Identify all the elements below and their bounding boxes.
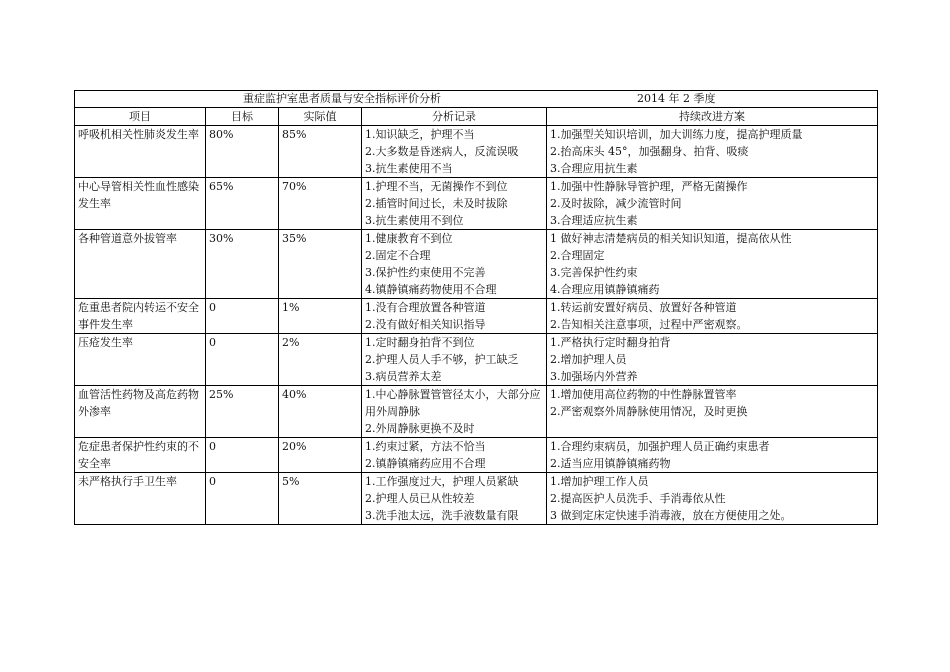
table-header-row [75,108,878,126]
header-item: 项目 [75,108,206,126]
cell-actual: 1% [279,299,362,334]
cell-improvement [547,386,878,438]
analysis-line: 2.镇静镇痛药应用不合理 [365,457,486,470]
cell-item: 危症患者保护性约束的不安全率 [75,438,206,473]
analysis-line: 1.工作强度过大，护理人员紧缺 [365,475,519,488]
improvement-line: 2.告知相关注意事项，过程中严密观察。 [550,318,748,331]
cell-target: 0 [206,334,279,386]
analysis-line: 1.没有合理放置各种管道 [365,301,486,314]
cell-target: 0 [206,438,279,473]
improvement-line: 3 做到定床定快速手消毒液，放在方便使用之处。 [550,509,792,522]
improvement-line: 1.合理约束病员，加强护理人员正确约束患者 [550,440,770,453]
analysis-line: 3.保护性约束使用不完善 [365,266,486,279]
cell-item: 各种管道意外拔管率 [75,230,206,299]
report-quarter: 2014 年 2 季度 [637,92,716,105]
analysis-line: 3.洗手池太远，洗手液数量有限 [365,509,519,522]
cell-item: 压疮发生率 [75,334,206,386]
improvement-line: 1.严格执行定时翻身拍背 [550,336,671,349]
analysis-line: 2.大多数是昏迷病人，反流误吸 [365,145,519,158]
analysis-line: 2.插管时间过长，未及时拔除 [365,197,508,210]
improvement-line: 1.转运前安置好病员、放置好各种管道 [550,301,737,314]
table-row [75,230,878,299]
analysis-line: 3.抗生素使用不到位 [365,214,464,227]
cell-target: 80% [206,126,279,178]
cell-analysis [362,299,547,334]
table-row [75,126,878,178]
cell-actual: 2% [279,334,362,386]
improvement-line: 1.增加护理工作人员 [550,475,649,488]
cell-improvement [547,230,878,299]
cell-analysis [362,438,547,473]
cell-improvement [547,178,878,230]
quality-indicator-table [74,90,878,525]
cell-analysis [362,178,547,230]
cell-target: 0 [206,473,279,525]
cell-improvement [547,473,878,525]
cell-item: 呼吸机相关性肺炎发生率 [75,126,206,178]
cell-actual: 40% [279,386,362,438]
improvement-line: 3.加强场内外营养 [550,370,638,383]
cell-analysis [362,126,547,178]
cell-item: 危重患者院内转运不安全事件发生率 [75,299,206,334]
cell-item: 未严格执行手卫生率 [75,473,206,525]
cell-actual: 35% [279,230,362,299]
cell-improvement [547,126,878,178]
header-analysis: 分析记录 [362,108,547,126]
analysis-line: 2.没有做好相关知识指导 [365,318,486,331]
improvement-line: 2.适当应用镇静镇痛药物 [550,457,671,470]
cell-actual: 70% [279,178,362,230]
improvement-line: 1 做好神志清楚病员的相关知识知道，提高依从性 [550,232,792,245]
cell-analysis [362,473,547,525]
improvement-line: 2.严密观察外周静脉使用情况，及时更换 [550,405,748,418]
analysis-line: 1.约束过紧，方法不恰当 [365,440,486,453]
title-cell [75,91,878,108]
analysis-line: 1.中心静脉置管管径太小，大部分应用外周静脉 [365,388,541,418]
analysis-line: 2.护理人员人手不够，护工缺乏 [365,353,519,366]
cell-actual: 20% [279,438,362,473]
improvement-line: 2.增加护理人员 [550,353,627,366]
cell-target: 25% [206,386,279,438]
header-improvement: 持续改进方案 [547,108,878,126]
cell-improvement [547,299,878,334]
improvement-line: 2.抬高床头 45°，加强翻身、拍背、吸痰 [550,145,749,158]
cell-improvement [547,438,878,473]
improvement-line: 3.合理应用抗生素 [550,162,638,175]
improvement-line: 2.及时拔除，减少流管时间 [550,197,682,210]
improvement-line: 1.加强中性静脉导管护理，严格无菌操作 [550,180,748,193]
table-row [75,299,878,334]
table-title-row [75,91,878,108]
improvement-line: 3.完善保护性约束 [550,266,638,279]
analysis-line: 2.固定不合理 [365,249,431,262]
cell-target: 30% [206,230,279,299]
analysis-line: 1.知识缺乏，护理不当 [365,128,475,141]
table-title: 重症监护室患者质量与安全指标评价分析 [243,92,441,105]
cell-actual: 85% [279,126,362,178]
improvement-line: 1.加强型关知识培训，加大训练力度，提高护理质量 [550,128,803,141]
analysis-line: 3.抗生素使用不当 [365,162,453,175]
cell-target: 0 [206,299,279,334]
cell-analysis [362,334,547,386]
table-row [75,473,878,525]
analysis-line: 3.病员营养太差 [365,370,442,383]
table-row [75,386,878,438]
analysis-line: 1.护理不当，无菌操作不到位 [365,180,508,193]
analysis-line: 2.护理人员已从性较差 [365,492,475,505]
analysis-line: 1.健康教育不到位 [365,232,453,245]
cell-analysis [362,230,547,299]
cell-improvement [547,334,878,386]
analysis-line: 2.外周静脉更换不及时 [365,422,475,435]
analysis-line: 4.镇静镇痛药物使用不合理 [365,283,497,296]
cell-item: 中心导管相关性血性感染发生率 [75,178,206,230]
table-row [75,438,878,473]
cell-analysis [362,386,547,438]
cell-item: 血管活性药物及高危药物外渗率 [75,386,206,438]
improvement-line: 1.增加使用高位药物的中性静脉置管率 [550,388,737,401]
table-row [75,178,878,230]
header-target: 目标 [206,108,279,126]
cell-actual: 5% [279,473,362,525]
improvement-line: 2.提高医护人员洗手、手消毒依从性 [550,492,726,505]
improvement-line: 2.合理固定 [550,249,605,262]
analysis-line: 1.定时翻身拍背不到位 [365,336,475,349]
improvement-line: 3.合理适应抗生素 [550,214,638,227]
improvement-line: 4.合理应用镇静镇痛药 [550,283,660,296]
header-actual: 实际值 [279,108,362,126]
cell-target: 65% [206,178,279,230]
table-row [75,334,878,386]
